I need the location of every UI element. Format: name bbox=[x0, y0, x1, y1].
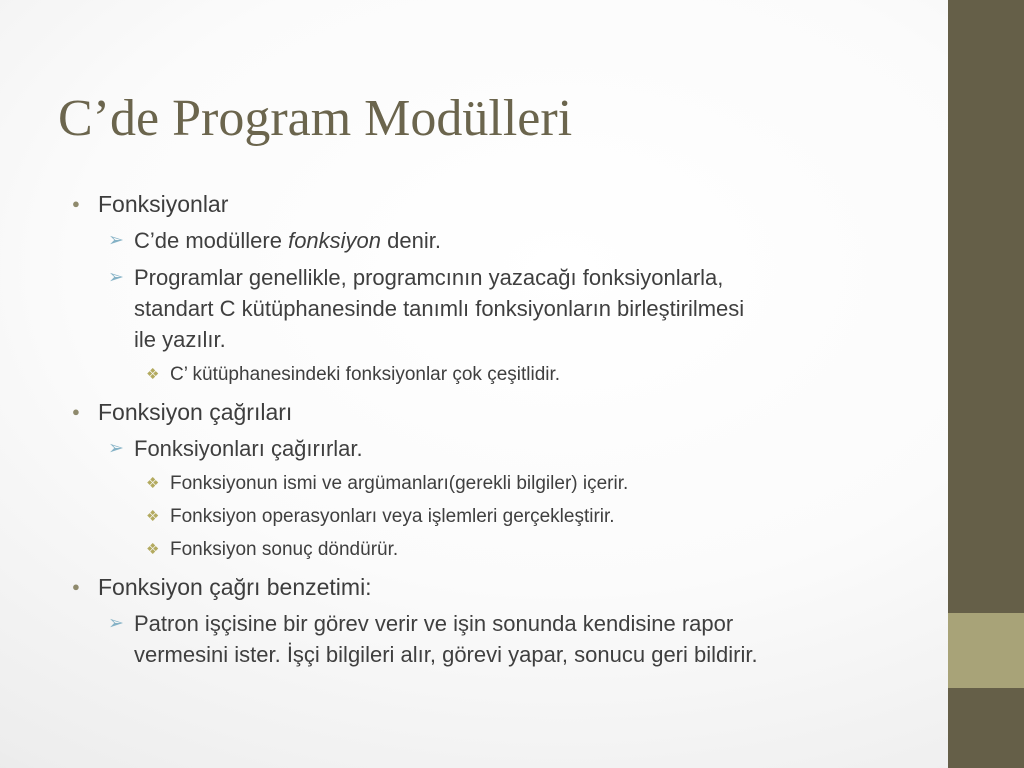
text-segment: denir. bbox=[381, 228, 441, 253]
list-item-text bbox=[134, 608, 948, 670]
list-item-text bbox=[98, 572, 948, 602]
list-item bbox=[72, 397, 948, 427]
list-item-text bbox=[98, 397, 948, 427]
text-segment: Fonksiyonlar bbox=[98, 191, 229, 217]
list-item-text bbox=[170, 536, 948, 563]
list-item-text bbox=[134, 433, 948, 464]
arrow-bullet-icon: ➢ bbox=[108, 230, 124, 251]
list-item bbox=[108, 225, 948, 256]
accent-bar-light-segment bbox=[948, 613, 1024, 688]
text-segment: Fonksiyon sonuç döndürür. bbox=[170, 539, 399, 560]
arrow-bullet-icon: ➢ bbox=[108, 267, 124, 288]
list-item-text bbox=[170, 470, 948, 497]
list-item-text bbox=[98, 189, 948, 219]
text-segment: Fonksiyonları çağırırlar. bbox=[134, 436, 363, 461]
text-segment: C’ kütüphanesindeki fonksiyonlar çok çeşitlidir. bbox=[170, 364, 561, 385]
text-segment: ile yazılır. bbox=[134, 327, 226, 352]
diamond-bullet-icon: ❖ bbox=[146, 541, 160, 558]
text-segment: vermesini ister. İşçi bilgileri alır, görevi yapar, sonucu geri bildirir. bbox=[134, 642, 758, 667]
diamond-bullet-icon: ❖ bbox=[146, 508, 160, 525]
list-item-text bbox=[134, 225, 948, 256]
list-item-text bbox=[170, 361, 948, 388]
dot-bullet-icon: ● bbox=[72, 196, 80, 211]
dot-bullet-icon: ● bbox=[72, 579, 80, 594]
list-item bbox=[108, 262, 948, 355]
text-segment: standart C kütüphanesinde tanımlı fonksiyonların birleştirilmesi bbox=[134, 296, 745, 321]
diamond-bullet-icon: ❖ bbox=[146, 366, 160, 383]
bullet-list bbox=[72, 180, 948, 670]
list-item bbox=[72, 189, 948, 219]
text-segment: Fonksiyon operasyonları veya işlemleri gerçekleştirir. bbox=[170, 506, 615, 527]
list-item bbox=[108, 433, 948, 464]
text-segment: Patron işçisine bir görev verir ve işin sonunda kendisine rapor bbox=[134, 611, 734, 636]
text-segment: Fonksiyon çağrıları bbox=[98, 399, 293, 425]
list-item bbox=[146, 361, 948, 388]
text-segment: C’de modüllere bbox=[134, 228, 289, 253]
slide-title: C’de Program Modülleri bbox=[58, 89, 573, 147]
text-segment: fonksiyon bbox=[288, 228, 382, 253]
list-item bbox=[146, 536, 948, 563]
list-item-text bbox=[134, 262, 948, 355]
dot-bullet-icon: ● bbox=[72, 404, 80, 419]
list-item bbox=[72, 572, 948, 602]
list-item bbox=[108, 608, 948, 670]
list-item bbox=[146, 470, 948, 497]
accent-bar bbox=[948, 0, 1024, 768]
list-item bbox=[146, 503, 948, 530]
text-segment: Fonksiyonun ismi ve argümanları(gerekli bilgiler) içerir. bbox=[170, 473, 629, 494]
diamond-bullet-icon: ❖ bbox=[146, 475, 160, 492]
arrow-bullet-icon: ➢ bbox=[108, 438, 124, 459]
text-segment: Programlar genellikle, programcının yazacağı fonksiyonlarla, bbox=[134, 265, 724, 290]
text-segment: Fonksiyon çağrı benzetimi: bbox=[98, 574, 372, 600]
list-item-text bbox=[170, 503, 948, 530]
arrow-bullet-icon: ➢ bbox=[108, 613, 124, 634]
